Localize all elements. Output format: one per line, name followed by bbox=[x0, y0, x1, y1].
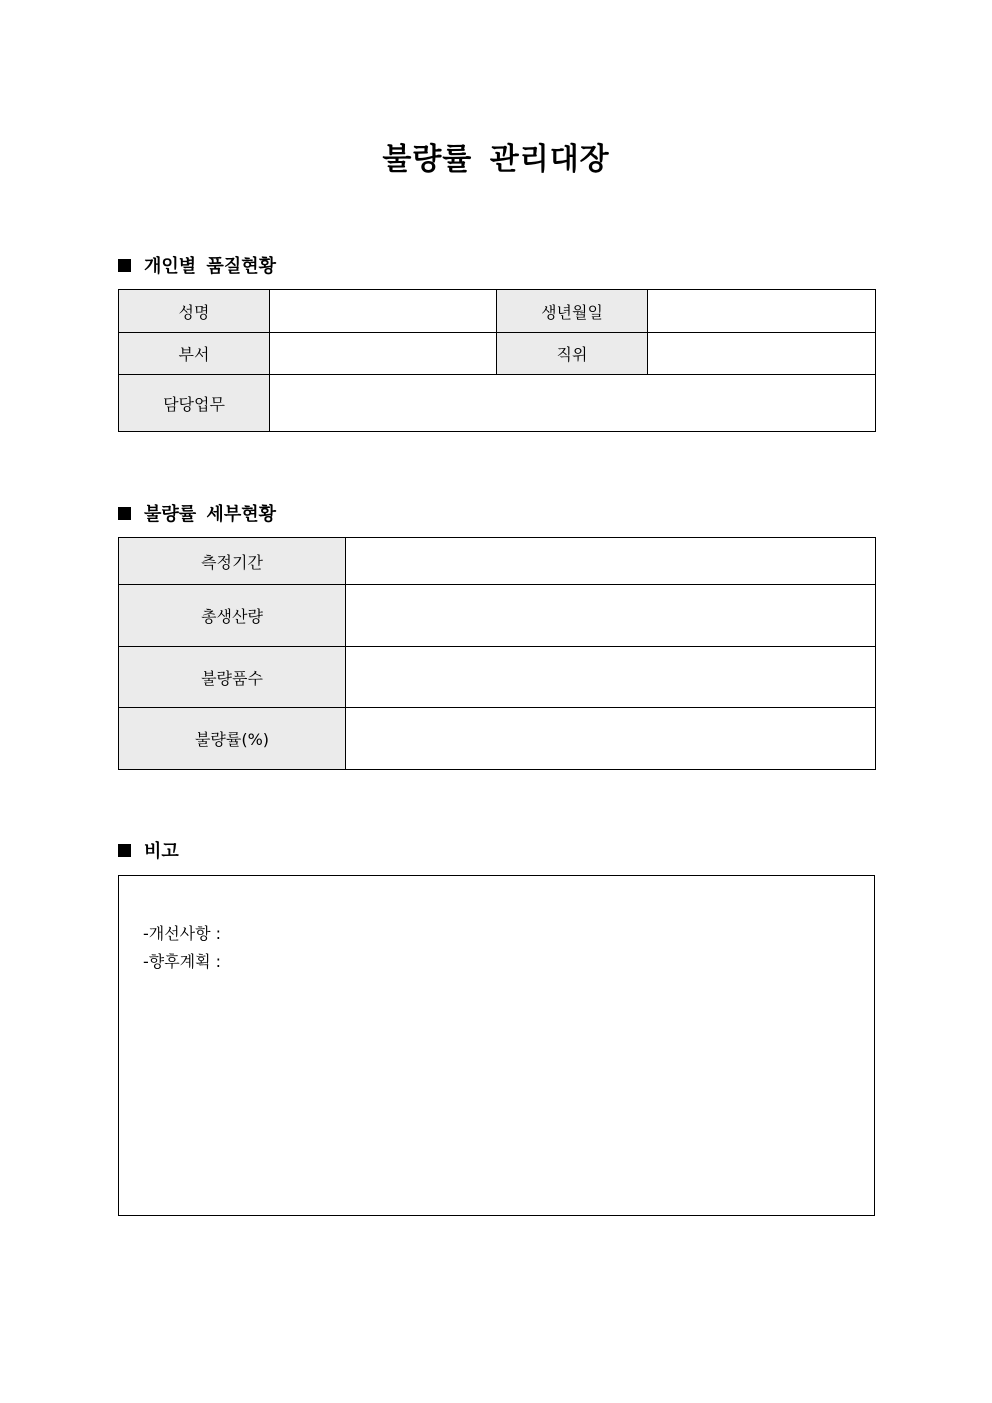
personal-info-table bbox=[118, 289, 876, 432]
position-label: 직위 bbox=[497, 333, 648, 375]
table-row bbox=[119, 290, 876, 333]
square-bullet-icon bbox=[118, 507, 131, 520]
remarks-box[interactable] bbox=[118, 875, 875, 1216]
birthdate-label: 생년월일 bbox=[497, 290, 648, 333]
measurement-period-label: 측정기간 bbox=[119, 538, 346, 585]
total-production-label: 총생산량 bbox=[119, 585, 346, 647]
duty-label: 담당업무 bbox=[119, 375, 270, 432]
table-row bbox=[119, 708, 876, 770]
duty-field[interactable] bbox=[270, 375, 876, 432]
improvement-line: -개선사항 : bbox=[143, 924, 222, 943]
department-field[interactable] bbox=[270, 333, 497, 375]
name-field[interactable] bbox=[270, 290, 497, 333]
section-heading-remarks bbox=[118, 837, 179, 863]
section-heading-label: 비고 bbox=[144, 841, 179, 862]
position-field[interactable] bbox=[648, 333, 876, 375]
defect-rate-label: 불량률(%) bbox=[119, 708, 346, 770]
birthdate-field[interactable] bbox=[648, 290, 876, 333]
defect-count-label: 불량품수 bbox=[119, 647, 346, 708]
table-row bbox=[119, 333, 876, 375]
table-row bbox=[119, 585, 876, 647]
section-heading-personal bbox=[118, 252, 276, 278]
section-heading-defect-detail bbox=[118, 500, 276, 526]
defect-detail-table bbox=[118, 537, 876, 770]
name-label: 성명 bbox=[119, 290, 270, 333]
measurement-period-field[interactable] bbox=[346, 538, 876, 585]
table-row bbox=[119, 375, 876, 432]
total-production-field[interactable] bbox=[346, 585, 876, 647]
square-bullet-icon bbox=[118, 844, 131, 857]
document-title: 불량률 관리대장 bbox=[382, 142, 610, 177]
future-plan-line: -향후계획 : bbox=[143, 952, 222, 971]
defect-rate-field[interactable] bbox=[346, 708, 876, 770]
department-label: 부서 bbox=[119, 333, 270, 375]
table-row bbox=[119, 647, 876, 708]
section-heading-label: 개인별 품질현황 bbox=[144, 256, 276, 277]
table-row bbox=[119, 538, 876, 585]
remarks-content bbox=[143, 920, 221, 976]
section-heading-label: 불량률 세부현황 bbox=[144, 504, 276, 525]
square-bullet-icon bbox=[118, 259, 131, 272]
defect-count-field[interactable] bbox=[346, 647, 876, 708]
